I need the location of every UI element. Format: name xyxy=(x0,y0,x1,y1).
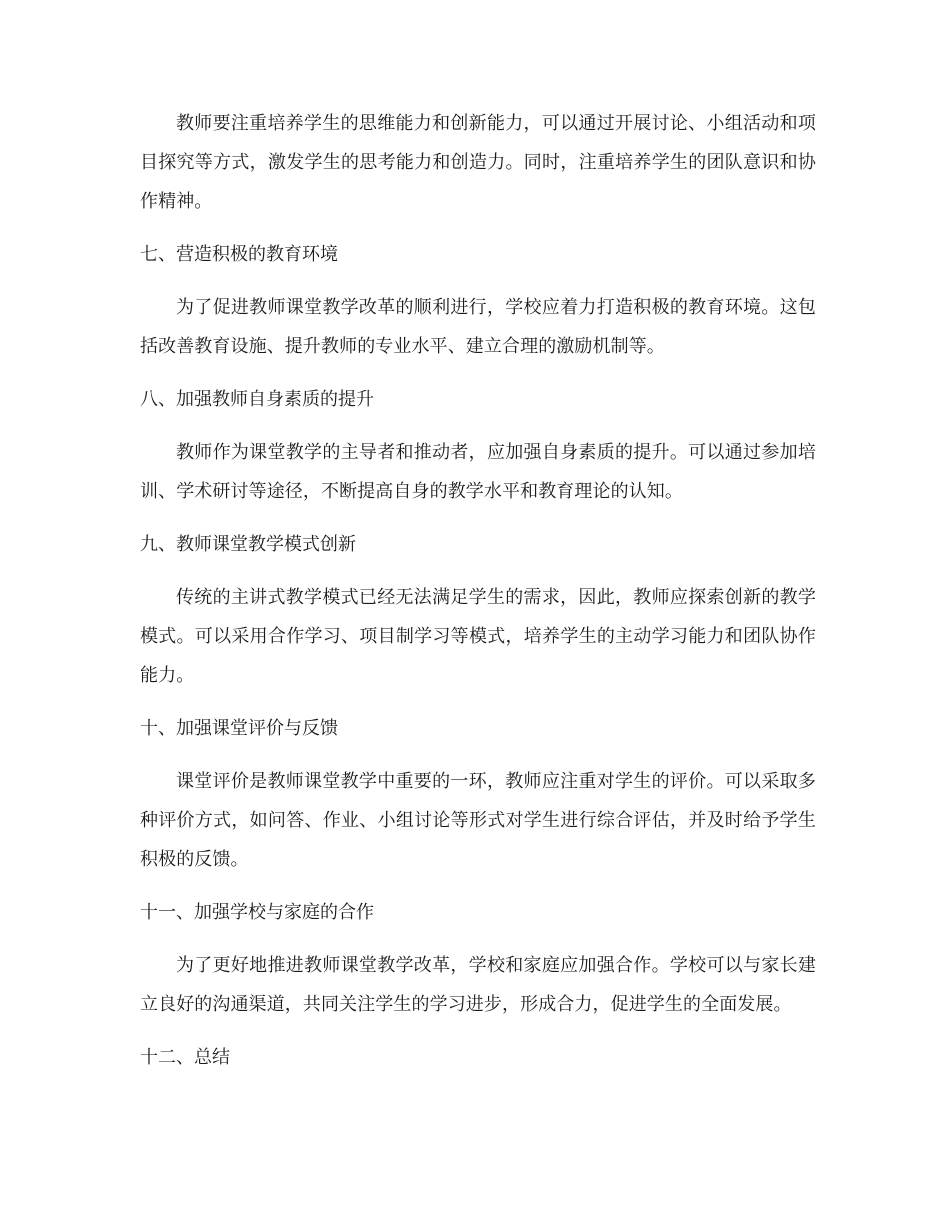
paragraph-evaluation-feedback: 课堂评价是教师课堂教学中重要的一环，教师应注重对学生的评价。可以采取多种评价方式，如问答、作业、小组讨论等形式对学生进行综合评估，并及时给予学生积极的反馈。 xyxy=(140,771,816,870)
heading-section-10: 十、加强课堂评价与反馈 xyxy=(140,718,338,739)
paragraph-teacher-quality: 教师作为课堂教学的主导者和推动者，应加强自身素质的提升。可以通过参加培训、学术研讨等途径，不断提高自身的教学水平和教育理论的认知。 xyxy=(140,442,816,502)
paragraph-school-family: 为了更好地推进教师课堂教学改革，学校和家庭应加强合作。学校可以与家长建立良好的沟通渠道，共同关注学生的学习进步，形成合力，促进学生的全面发展。 xyxy=(140,955,816,1015)
paragraph-thinking-innovation: 教师要注重培养学生的思维能力和创新能力，可以通过开展讨论、小组活动和项目探究等方式，激发学生的思考能力和创造力。同时，注重培养学生的团队意识和协作精神。 xyxy=(140,113,816,212)
paragraph-education-environment: 为了促进教师课堂教学改革的顺利进行，学校应着力打造积极的教育环境。这包括改善教育设施、提升教师的专业水平、建立合理的激励机制等。 xyxy=(140,297,816,357)
heading-section-12: 十二、总结 xyxy=(140,1047,230,1068)
document-body xyxy=(140,104,816,1091)
heading-section-8: 八、加强教师自身素质的提升 xyxy=(140,389,374,410)
heading-section-11: 十一、加强学校与家庭的合作 xyxy=(140,902,374,923)
heading-section-7: 七、营造积极的教育环境 xyxy=(140,244,338,265)
paragraph-teaching-model: 传统的主讲式教学模式已经无法满足学生的需求，因此，教师应探索创新的教学模式。可以采用合作学习、项目制学习等模式，培养学生的主动学习能力和团队协作能力。 xyxy=(140,587,816,686)
heading-section-9: 九、教师课堂教学模式创新 xyxy=(140,534,356,555)
